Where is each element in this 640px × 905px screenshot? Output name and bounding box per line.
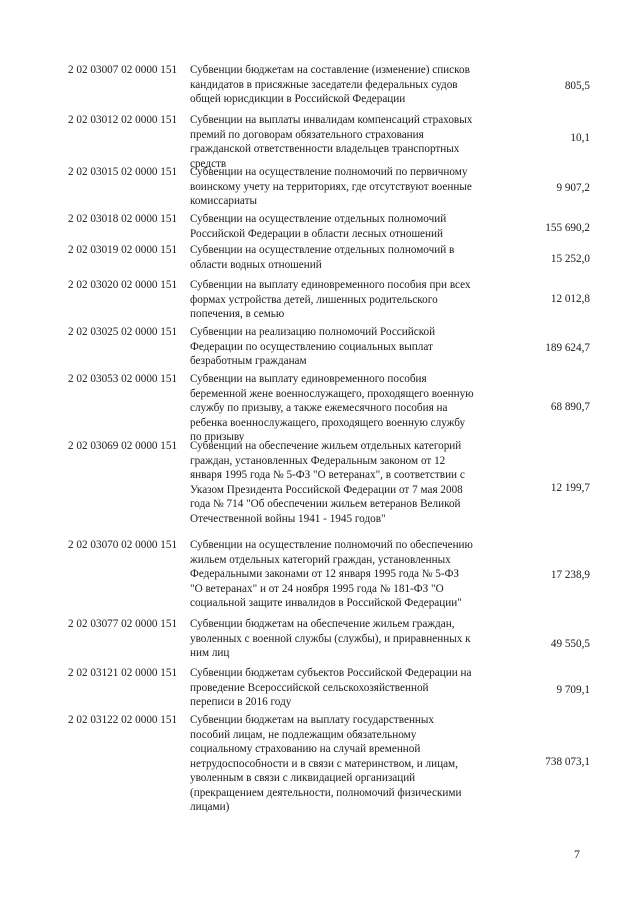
description xyxy=(190,113,500,171)
budget-code: 2 02 03121 02 0000 151 xyxy=(68,667,178,679)
description-line: общей юрисдикции в Российской Федерации xyxy=(190,93,406,105)
description-line: гражданской ответственности владельцев транспортных xyxy=(190,143,460,155)
amount: 49 550,5 xyxy=(550,638,590,650)
description xyxy=(190,666,500,710)
description-line: Федеральными законами от 12 января 1995 года № 5-ФЗ xyxy=(190,568,460,580)
budget-code: 2 02 03015 02 0000 151 xyxy=(68,166,178,178)
description-line: пособий лицам, не подлежащим обязательному xyxy=(190,728,417,741)
description-line: воинскому учету на территориях, где отсутствуют военные xyxy=(190,180,472,193)
amount: 12 199,7 xyxy=(550,482,590,494)
amount: 738 073,1 xyxy=(545,756,590,768)
description-line: января 1995 года № 5-ФЗ "О ветеранах", в соответствии с xyxy=(190,469,465,481)
description-line: Субвенции на выплату единовременного пособия при всех xyxy=(190,279,471,291)
description-line: комиссариаты xyxy=(190,195,258,207)
description-line: уволенным в связи с ликвидацией организаций xyxy=(190,772,416,784)
description-line: социальному страхованию на случай временной xyxy=(190,743,421,755)
description-line: Субвенции бюджетам на выплату государственных xyxy=(190,714,435,726)
description-line: "О ветеранах" и от 24 ноября 1995 года № 181-ФЗ "О xyxy=(190,582,444,595)
description-line: формах устройства детей, лишенных родительского xyxy=(190,293,438,306)
amount: 15 252,0 xyxy=(550,253,590,265)
description-line: беременной жене военнослужащего, проходящего военную xyxy=(190,387,474,400)
amount: 155 690,2 xyxy=(545,222,590,234)
budget-code: 2 02 03007 02 0000 151 xyxy=(68,64,178,76)
description-line: премий по договорам обязательного страхования xyxy=(190,128,424,141)
description-line: нетрудоспособности и в связи с материнством, и лицам, xyxy=(190,757,458,770)
budget-code: 2 02 03025 02 0000 151 xyxy=(68,326,178,338)
description-line: кандидатов в присяжные заседатели федеральных судов xyxy=(190,78,458,91)
description-line: Субвенции на осуществление отдельных полномочий в xyxy=(190,244,455,256)
description xyxy=(190,617,500,661)
description-line: Субвенции на осуществление полномочий по первичному xyxy=(190,166,468,178)
budget-code: 2 02 03069 02 0000 151 xyxy=(68,440,178,452)
description-line: Субвенции на выплату единовременного пособия xyxy=(190,373,427,385)
description-line: социальной защите инвалидов в Российской Федерации" xyxy=(190,597,462,609)
budget-code: 2 02 03070 02 0000 151 xyxy=(68,539,178,551)
description xyxy=(190,325,500,369)
budget-code: 2 02 03012 02 0000 151 xyxy=(68,114,178,126)
description xyxy=(190,63,500,107)
description-line: (прекращением деятельности, полномочий физическими xyxy=(190,786,462,799)
description-line: Субвенции бюджетам на составление (изменение) списков xyxy=(190,64,470,76)
description-line: попечения, в семью xyxy=(190,308,285,320)
description xyxy=(190,278,500,322)
description-line: безработным гражданам xyxy=(190,355,307,367)
description-line: лицами) xyxy=(190,801,230,813)
description-line: Субвенции на осуществление полномочий по обеспечению xyxy=(190,539,473,551)
description xyxy=(190,713,500,815)
description-line: переписи в 2016 году xyxy=(190,696,292,708)
budget-code: 2 02 03077 02 0000 151 xyxy=(68,618,178,630)
description-line: Субвенции на обеспечение жильем отдельных категорий xyxy=(190,440,462,452)
description-line: Субвенции на осуществление отдельных полномочий xyxy=(190,213,447,225)
amount: 17 238,9 xyxy=(550,569,590,581)
description xyxy=(190,243,500,272)
description-line: ним лиц xyxy=(190,647,230,659)
budget-code: 2 02 03020 02 0000 151 xyxy=(68,279,178,291)
amount: 189 624,7 xyxy=(545,342,590,354)
description xyxy=(190,165,500,209)
description-line: жильем отдельных категорий граждан, установленных xyxy=(190,553,451,566)
budget-code: 2 02 03122 02 0000 151 xyxy=(68,714,178,726)
description-line: области водных отношений xyxy=(190,258,322,271)
description xyxy=(190,212,500,241)
description-line: года № 714 "Об обеспечении жильем ветеранов Великой xyxy=(190,498,461,510)
amount: 68 890,7 xyxy=(550,401,590,413)
description-line: службу по призыву, а также ежемесячного пособия на xyxy=(190,402,448,414)
amount: 10,1 xyxy=(570,132,590,144)
budget-code: 2 02 03019 02 0000 151 xyxy=(68,244,178,256)
description xyxy=(190,439,500,526)
budget-code: 2 02 03053 02 0000 151 xyxy=(68,373,178,385)
description-line: Отечественной войны 1941 - 1945 годов" xyxy=(190,512,386,525)
amount: 9 709,1 xyxy=(556,684,590,696)
description-line: Субвенции на реализацию полномочий Российской xyxy=(190,326,436,338)
description xyxy=(190,538,500,611)
description-line: проведение Всероссийской сельскохозяйственной xyxy=(190,681,429,694)
description-line: уволенных с военной службы (службы), и приравненных к xyxy=(190,632,471,645)
description-line: Субвенции бюджетам на обеспечение жильем граждан, xyxy=(190,618,455,630)
description xyxy=(190,372,500,445)
description-line: средств xyxy=(190,157,227,170)
description-line: Российской Федерации в области лесных отношений xyxy=(190,227,443,240)
amount: 9 907,2 xyxy=(556,182,590,194)
description-line: Субвенции бюджетам субъектов Российской Федерации на xyxy=(190,667,472,679)
description-line: Субвенции на выплаты инвалидам компенсаций страховых xyxy=(190,114,473,126)
description-line: ребенка военнослужащего, проходящего военную службу xyxy=(190,416,466,429)
amount: 12 012,8 xyxy=(550,293,590,305)
page-number: 7 xyxy=(574,847,580,861)
description-line: Указом Президента Российской Федерации от 7 мая 2008 xyxy=(190,483,463,496)
budget-code: 2 02 03018 02 0000 151 xyxy=(68,213,178,225)
description-line: по призыву xyxy=(190,431,245,443)
amount: 805,5 xyxy=(564,80,590,92)
description-line: граждан, установленных Федеральным законом от 12 xyxy=(190,454,446,467)
description-line: Федерации по осуществлению социальных выплат xyxy=(190,340,433,353)
